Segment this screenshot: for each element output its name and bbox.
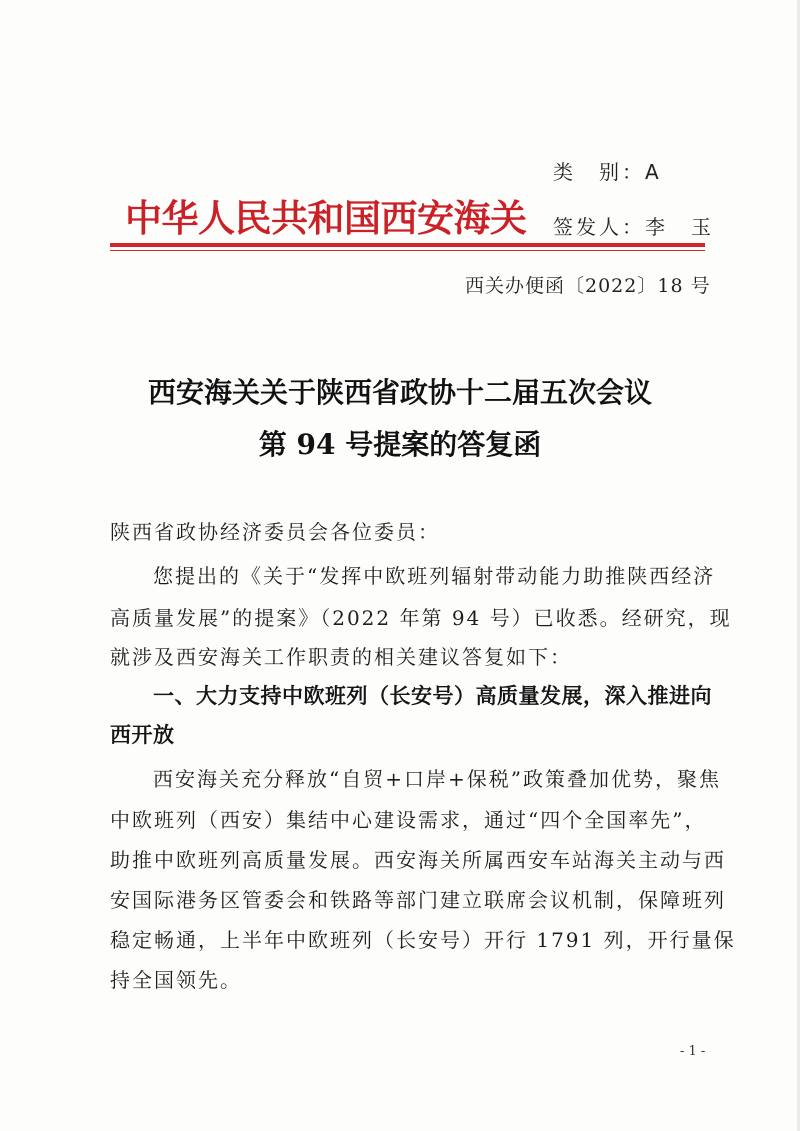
header-rule-thin [110, 250, 705, 251]
paragraph-2-line: 安国际港务区管委会和铁路等部门建立联席会议机制，保障班列 [110, 888, 726, 912]
paragraph-1-line: 高质量发展”的提案》（2022 年第 94 号）已收悉。经研究，现 [110, 606, 732, 630]
document-number: 西关办便函〔2022〕18 号 [465, 275, 711, 297]
category-label: 类 别：A [553, 160, 662, 184]
page-number: - 1 - [680, 1044, 706, 1059]
paragraph-2-line: 稳定畅通，上半年中欧班列（长安号）开行 1791 列，开行量保 [110, 928, 736, 952]
document-title-line-2: 第 94 号提案的答复函 [258, 428, 542, 461]
salutation: 陕西省政协经济委员会各位委员： [110, 520, 440, 544]
section-heading-line: 一、大力支持中欧班列（长安号）高质量发展，深入推进向 [153, 684, 712, 708]
paragraph-2-line: 中欧班列（西安）集结中心建设需求，通过“四个全国率先”， [110, 808, 707, 832]
paragraph-2-line: 西安海关充分释放“自贸+口岸+保税”政策叠加优势，聚焦 [153, 767, 721, 791]
section-heading-line: 西开放 [110, 723, 175, 747]
paragraph-2-line: 助推中欧班列高质量发展。西安海关所属西安车站海关主动与西 [110, 848, 726, 872]
organization-header: 中华人民共和国西安海关 [125, 196, 527, 240]
paragraph-1-line: 就涉及西安海关工作职责的相关建议答复如下： [110, 645, 572, 669]
paragraph-1-line: 您提出的《关于“发挥中欧班列辐射带动能力助推陕西经济 [153, 564, 716, 588]
document-title-line-1: 西安海关关于陕西省政协十二届五次会议 [147, 376, 652, 409]
header-rule-thick [110, 243, 705, 247]
paragraph-2-line: 持全国领先。 [110, 968, 242, 992]
signer-label: 签发人：李 玉 [553, 215, 714, 239]
